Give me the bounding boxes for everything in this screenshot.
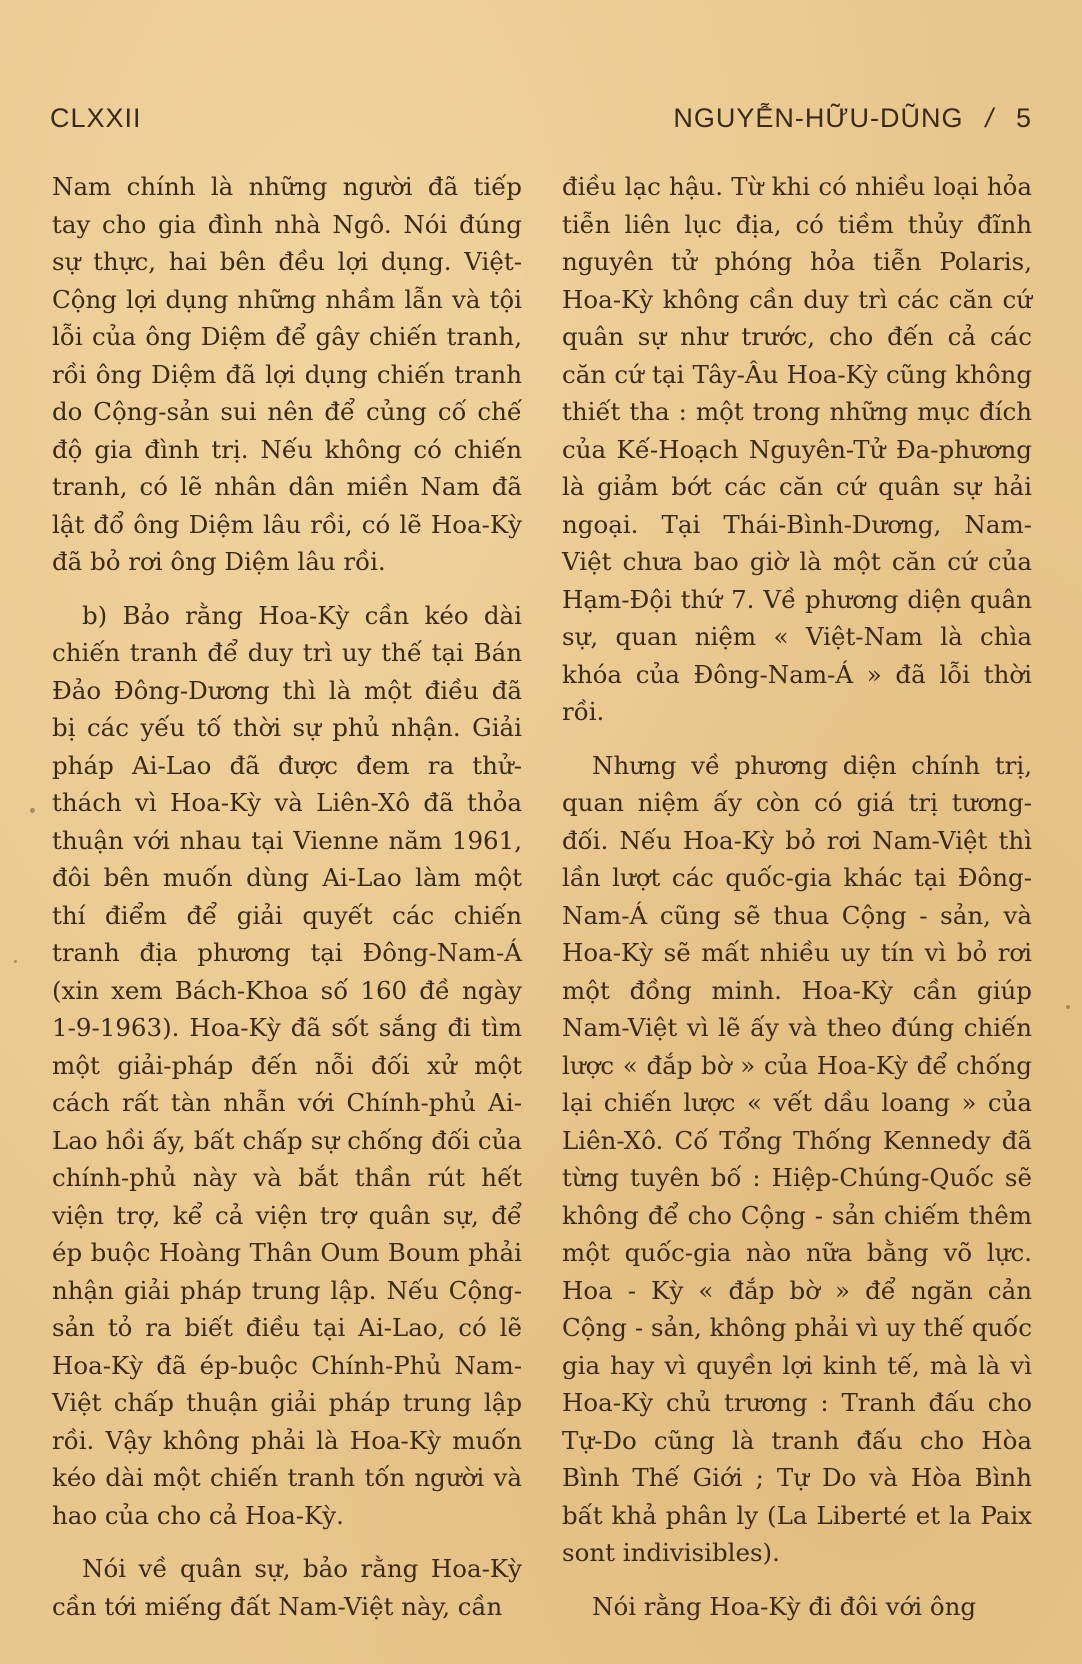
paragraph: điều lạc hậu. Từ khi có nhiều loại hỏa tiễn liên lục địa, có tiềm thủy đĩnh nguyên tử phóng hỏa tiễn Polaris, Hoa-Kỳ không cần duy trì các căn cứ quân sự như trước, cho đến cả các căn cứ tại Tây-Âu Hoa-Kỳ cũng không thiết tha : một trong những mục đích của Kế-Hoạch Nguyên-Tử Đa-phương là giảm bớt các căn cứ quân sự hải ngoại. Tại Thái-Bình-Dương, Nam-Việt chưa bao giờ là một căn cứ của Hạm-Đội thứ 7. Về phương diện quân sự, quan niệm « Việt-Nam là chìa khóa của Đông-Nam-Á » đã lỗi thời rồi. xyxy=(562,172,1032,726)
paragraph: Nói rằng Hoa-Kỳ đi đôi với ông xyxy=(592,1591,977,1621)
header-separator: / xyxy=(985,102,994,133)
paragraph: b) Bảo rằng Hoa-Kỳ cần kéo dài chiến tranh để duy trì uy thế tại Bán Đảo Đông-Dương thì là một điều đã bị các yếu tố thời sự phủ nhận. Giải pháp Ai-Lao đã được đem ra thử-thách vì Hoa-Kỳ và Liên-Xô đã thỏa thuận với nhau tại Vienne năm 1961, đôi bên muốn dùng Ai-Lao làm một thí điểm để giải quyết các chiến tranh địa phương tại Đông-Nam-Á (xin xem Bách-Khoa số 160 đề ngày 1-9-1963). Hoa-Kỳ đã sốt sắng đi tìm một giải-pháp đến nỗi đối xử một cách rất tàn nhẫn với Chính-phủ Ai-Lao hồi ấy, bất chấp sự chống đối của chính-phủ này và bắt thần rút hết viện trợ, kể cả viện trợ quân sự, để ép buộc Hoàng Thân Oum Boum phải nhận giải pháp trung lập. Nếu Cộng-sản tỏ ra biết điều tại Ai-Lao, có lẽ Hoa-Kỳ đã ép-buộc Chính-Phủ Nam-Việt chấp thuận giải pháp trung lập rồi. Vậy không phải là Hoa-Kỳ muốn kéo dài một chiến tranh tốn người và hao của cho cả Hoa-Kỳ. xyxy=(52,600,522,1530)
author-name: NGUYỄN-HỮU-DŨNG xyxy=(673,102,964,133)
paper-speck xyxy=(1066,1005,1070,1009)
page-number: 5 xyxy=(1015,102,1032,133)
paper-speck xyxy=(14,960,17,963)
paper-speck xyxy=(30,808,35,813)
paragraph: Nam chính là những người đã tiếp tay cho gia đình nhà Ngô. Nói đúng sự thực, hai bên đều lợi dụng. Việt-Cộng lợi dụng những nhầm lẫn và tội lỗi của ông Diệm để gây chiến tranh, rồi ông Diệm đã lợi dụng chiến tranh do Cộng-sản sui nên để củng cố chế độ gia đình trị. Nếu không có chiến tranh, có lẽ nhân dân miền Nam đã lật đổ ông Diệm lâu rồi, có lẽ Hoa-Kỳ đã bỏ rơi ông Diệm lâu rồi. xyxy=(52,172,522,576)
text-columns xyxy=(52,168,1032,1648)
right-column xyxy=(562,168,1032,1648)
running-header xyxy=(50,98,1032,138)
left-column xyxy=(52,168,522,1648)
paragraph: Nói về quân sự, bảo rằng Hoa-Kỳ cần tới miếng đất Nam-Việt này, cần xyxy=(52,1554,522,1621)
paragraph: Nhưng về phương diện chính trị, quan niệm ấy còn có giá trị tương-đối. Nếu Hoa-Kỳ bỏ rơi Nam-Việt thì lần lượt các quốc-gia khác tại Đông-Nam-Á cũng sẽ thua Cộng - sản, và Hoa-Kỳ sẽ mất nhiều uy tín vì bỏ rơi một đồng minh. Hoa-Kỳ cần giúp Nam-Việt vì lẽ ấy và theo đúng chiến lược « đắp bờ » của Hoa-Kỳ để chống lại chiến lược « vết dầu loang » của Liên-Xô. Cố Tổng Thống Kennedy đã từng tuyên bố : Hiệp-Chúng-Quốc sẽ không để cho Cộng - sản chiếm thêm một quốc-gia nào nữa bằng võ lực. Hoa - Kỳ « đắp bờ » để ngăn cản Cộng - sản, không phải vì uy thế quốc gia hay vì quyền lợi kinh tế, mà là vì Hoa-Kỳ chủ trương : Tranh đấu cho Tự-Do cũng là tranh đấu cho Hòa Bình Thế Giới ; Tự Do và Hòa Bình bất khả phân ly (La Liberté et la Paix sont indivisibles). xyxy=(562,750,1032,1567)
section-roman-numeral: CLXXII xyxy=(50,102,142,133)
header-right xyxy=(673,103,1032,134)
